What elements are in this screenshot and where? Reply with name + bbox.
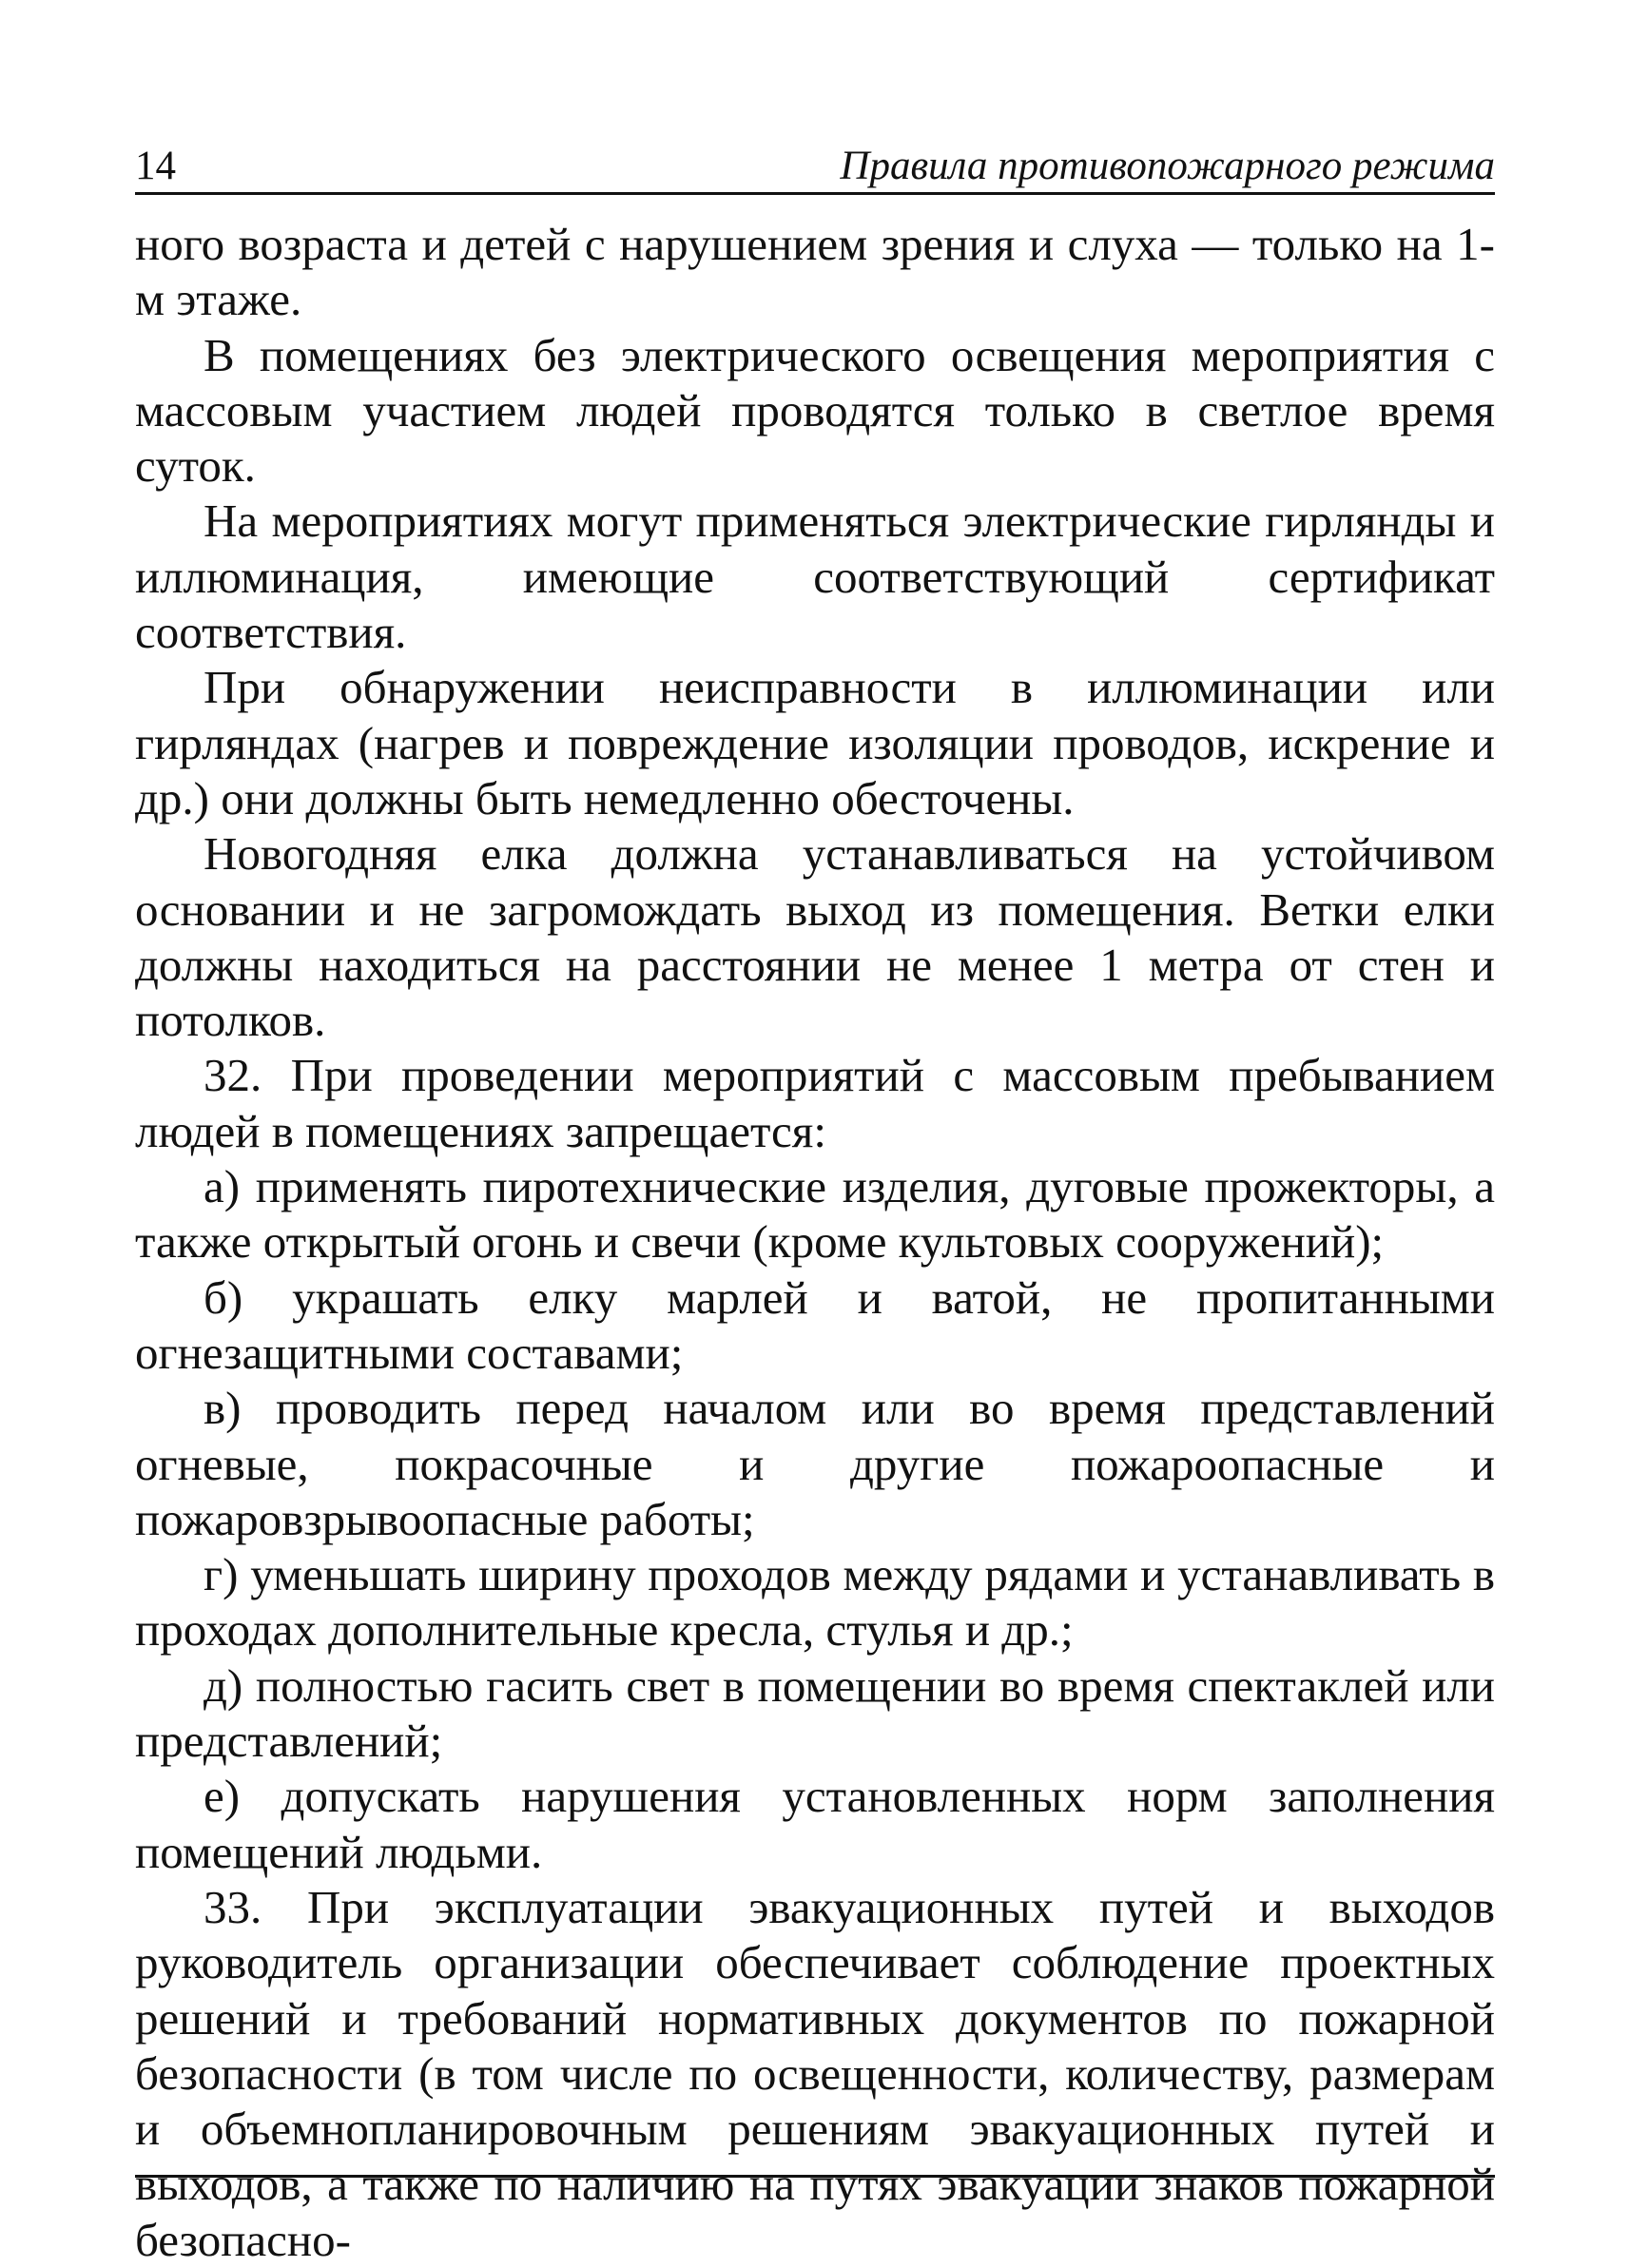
document-page: [135, 0, 1495, 2266]
paragraph-continuation: ного возраста и детей с нарушением зрения и слуха — только на 1-м этаже.: [135, 218, 1495, 326]
list-item-a: а) применять пиротехнические изделия, дуговые прожекторы, а также открытый огонь и свечи (кроме культовых сооружений);: [135, 1160, 1495, 1269]
list-item-d: д) полностью гасить свет в помещении во время спектаклей или представлений;: [135, 1658, 1495, 1768]
paragraph: На мероприятиях могут применяться электрические гирлянды и иллюминация, имеющие соответствующий сертификат соответствия.: [135, 494, 1495, 659]
list-item-e: е) допускать нарушения установленных норм заполнения помещений людьми.: [135, 1770, 1495, 1878]
paragraph: При обнаружении неисправности в иллюминации или гирляндах (нагрев и повреждение изоляции проводов, искрение и др.) они должны быть немедленно обесточены.: [135, 661, 1495, 824]
running-title: Правила противопожарного режима: [840, 144, 1495, 188]
body-text: [135, 217, 1495, 2268]
paragraph: Новогодняя елка должна устанавливаться на устойчивом основании и не загромождать выход из помещения. Ветки елки должны находиться на расстоянии не менее 1 метра от стен и потолков.: [135, 827, 1495, 1047]
paragraph: В помещениях без электрического освещения мероприятия с массовым участием людей проводятся только в светлое время суток.: [135, 328, 1495, 493]
list-item-g: г) уменьшать ширину проходов между рядами и устанавливать в проходах дополнительные кресла, стулья и др.;: [135, 1548, 1495, 1657]
list-item-v: в) проводить перед началом или во время представлений огневые, покрасочные и другие пожароопасные и пожаровзрывоопасные работы;: [135, 1382, 1495, 1545]
clause-33: 33. При эксплуатации эвакуационных путей и выходов руководитель организации обеспечивает соблюдение проектных решений и требований нормативных документов по пожарной безопасности (в том числе по освещенности, количеству, размерам и объемнопланировочным решениям эвакуационных путей и выходов, а также по наличию на путях эвакуации знаков пожарной безопасно-: [135, 1880, 1495, 2266]
clause-32: 32. При проведении мероприятий с массовым пребыванием людей в помещениях запрещается:: [135, 1049, 1495, 1157]
page-number: 14: [135, 144, 176, 188]
list-item-b: б) украшать елку марлей и ватой, не пропитанными огнезащитными составами;: [135, 1270, 1495, 1379]
footer-rule: [135, 2175, 1495, 2178]
page-header: [135, 145, 1495, 195]
